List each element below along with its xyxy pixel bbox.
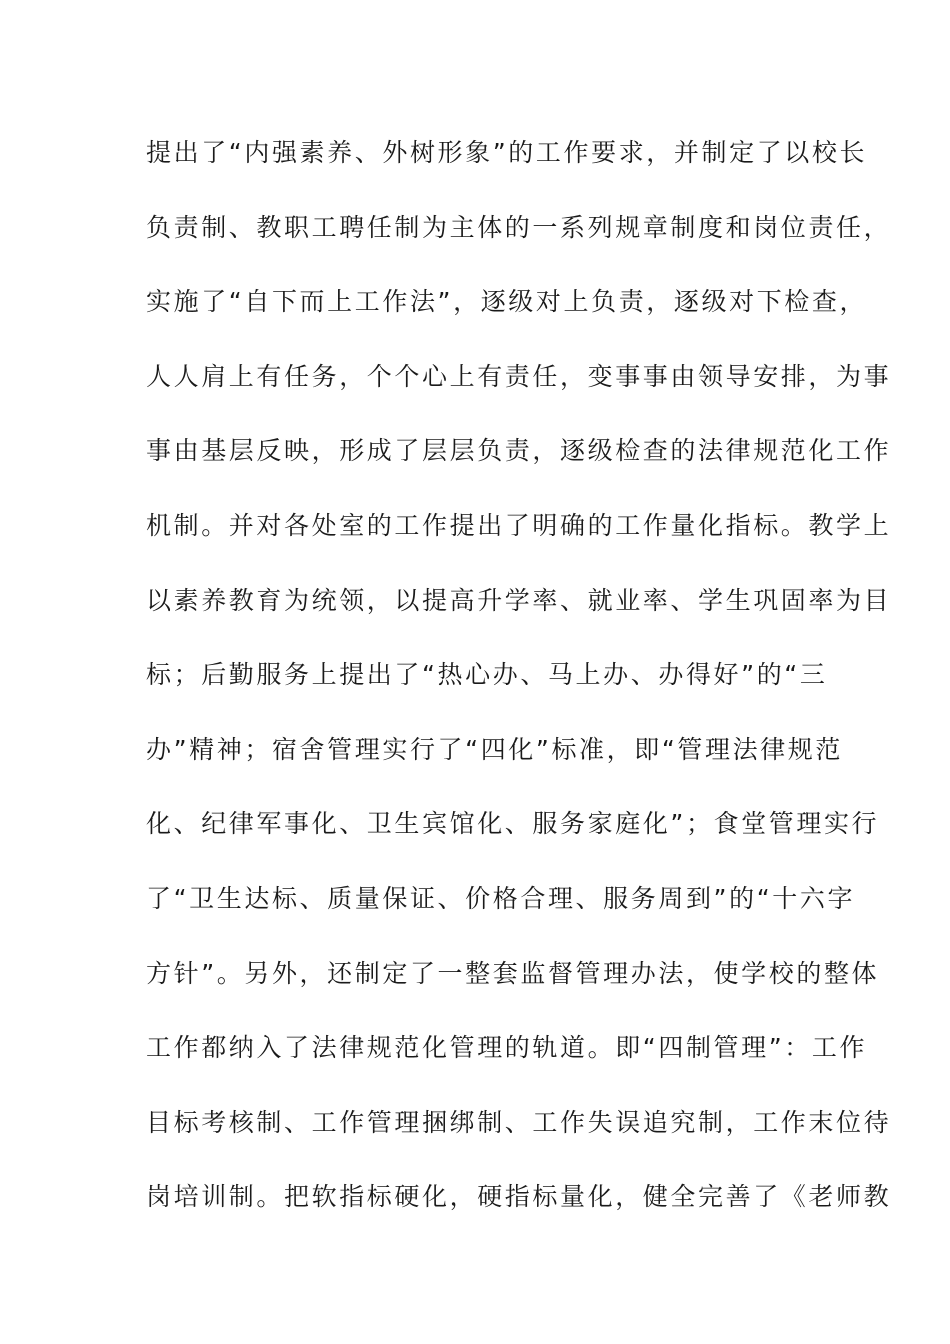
text-line: 方针”。另外，还制定了一整套监督管理办法，使学校的整体 xyxy=(146,958,880,988)
text-line: 人人肩上有任务，个个心上有责任，变事事由领导安排，为事 xyxy=(146,361,892,391)
text-line: 工作都纳入了法律规范化管理的轨道。即“四制管理”：工作 xyxy=(146,1033,868,1063)
text-line: 办”精神；宿舍管理实行了“四化”标准，即“管理法律规范 xyxy=(146,734,844,764)
text-line: 岗培训制。把软指标硬化，硬指标量化，健全完善了《老师教 xyxy=(146,1182,892,1212)
text-line: 负责制、教职工聘任制为主体的一系列规章制度和岗位责任， xyxy=(146,212,892,242)
text-line: 实施了“自下而上工作法”，逐级对上负责，逐级对下检查， xyxy=(146,287,868,317)
text-line: 化、纪律军事化、卫生宾馆化、服务家庭化”；食堂管理实行 xyxy=(146,809,880,839)
text-line: 了“卫生达标、质量保证、价格合理、服务周到”的“十六字 xyxy=(146,883,856,913)
text-line: 标；后勤服务上提出了“热心办、马上办、办得好”的“三 xyxy=(146,660,828,690)
text-line: 提出了“内强素养、外树形象”的工作要求，并制定了以校长 xyxy=(146,138,868,167)
text-line: 目标考核制、工作管理捆绑制、工作失误追究制，工作末位待 xyxy=(146,1107,892,1137)
text-line: 以素养教育为统领，以提高升学率、就业率、学生巩固率为目 xyxy=(146,585,892,615)
body-paragraph xyxy=(146,128,892,1247)
text-line: 机制。并对各处室的工作提出了明确的工作量化指标。教学上 xyxy=(146,510,892,540)
text-line: 事由基层反映，形成了层层负责，逐级检查的法律规范化工作 xyxy=(146,436,892,466)
